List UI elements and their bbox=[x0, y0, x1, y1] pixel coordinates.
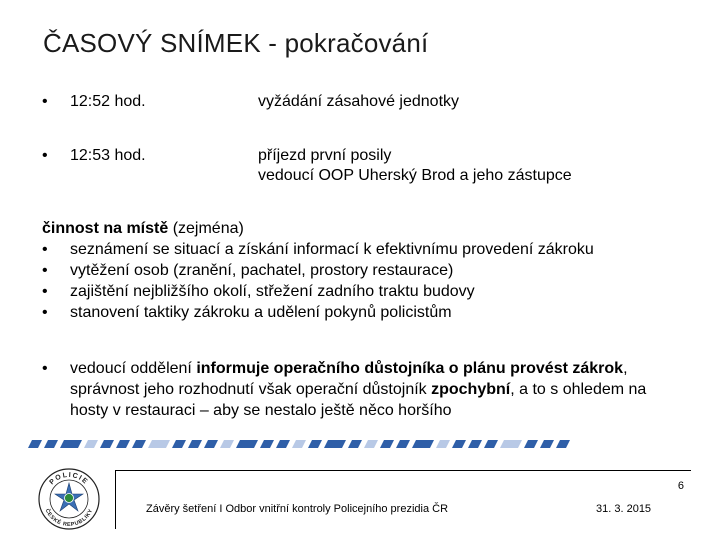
logo-text-top: POLICIE bbox=[48, 471, 90, 487]
stripe-segment bbox=[28, 440, 42, 448]
logo-text-bottom: ČESKÉ REPUBLIKY bbox=[43, 508, 95, 529]
stripe-segment bbox=[396, 440, 410, 448]
stripe-segment bbox=[380, 440, 394, 448]
stripe-segment bbox=[436, 440, 450, 448]
stripe-segment bbox=[292, 440, 306, 448]
stripe-segment bbox=[44, 440, 58, 448]
bullet: • bbox=[42, 283, 48, 300]
list-item-text: zajištění nejbližšího okolí, střežení zadního traktu budovy bbox=[70, 283, 475, 300]
stripe-segment bbox=[60, 440, 82, 448]
stripe-segment bbox=[100, 440, 114, 448]
stripe-segment bbox=[84, 440, 98, 448]
stripe-segment bbox=[556, 440, 570, 448]
bullet: • bbox=[42, 93, 48, 110]
time-description: vyžádání zásahové jednotky bbox=[258, 93, 460, 110]
stripe-segment bbox=[348, 440, 362, 448]
stripe-segment bbox=[524, 440, 538, 448]
stripe-segment bbox=[484, 440, 498, 448]
list-item-text: seznámení se situací a získání informací k efektivnímu provedení zákroku bbox=[70, 241, 594, 258]
stripe-segment bbox=[308, 440, 322, 448]
stripe-segment bbox=[260, 440, 274, 448]
paragraph-text: , a to s ohledem na hosty v restauraci – aby se nestalo ještě něco horšího bbox=[70, 381, 647, 419]
stripe-segment bbox=[500, 440, 522, 448]
stripe-segment bbox=[364, 440, 378, 448]
footer-frame bbox=[115, 470, 691, 529]
activities-heading-bold: činnost na místě bbox=[42, 220, 169, 237]
list-item-text: stanovení taktiky zákroku a udělení pokynů policistům bbox=[70, 304, 452, 321]
stripe-segment bbox=[540, 440, 554, 448]
stripe-segment bbox=[116, 440, 130, 448]
footer-date: 31. 3. 2015 bbox=[596, 503, 652, 515]
stripe-segment bbox=[132, 440, 146, 448]
time-label: 12:52 hod. bbox=[70, 93, 146, 110]
summary-paragraph bbox=[70, 358, 680, 421]
page-title: ČASOVÝ SNÍMEK - pokračování bbox=[43, 28, 429, 58]
bullet: • bbox=[42, 241, 48, 258]
bullet: • bbox=[42, 262, 48, 279]
activities-heading-rest: (zejména) bbox=[168, 220, 244, 237]
bullet: • bbox=[42, 147, 48, 164]
stripe-segment bbox=[324, 440, 346, 448]
paragraph-text: vedoucí oddělení bbox=[70, 360, 197, 377]
stripe-segment bbox=[276, 440, 290, 448]
paragraph-bold: zpochybní bbox=[431, 381, 511, 398]
stripe-segment bbox=[468, 440, 482, 448]
time-description-line: vedoucí OOP Uherský Brod a jeho zástupce bbox=[258, 167, 572, 184]
police-logo-icon bbox=[38, 468, 100, 530]
time-description bbox=[258, 146, 572, 186]
footer-source: Závěry šetření I Odbor vnitřní kontroly Policejního prezidia ČR bbox=[146, 503, 449, 515]
time-description-line: příjezd první posily bbox=[258, 147, 392, 164]
paragraph-text: , správnost jeho rozhodnutí však operační důstojník bbox=[70, 360, 628, 398]
decorative-stripe bbox=[28, 440, 572, 448]
bullet: • bbox=[42, 304, 48, 321]
bullet: • bbox=[42, 360, 48, 377]
stripe-segment bbox=[148, 440, 170, 448]
stripe-segment bbox=[236, 440, 258, 448]
list-item-text: vytěžení osob (zranění, pachatel, prostory restaurace) bbox=[70, 262, 454, 279]
page-number: 6 bbox=[677, 480, 684, 492]
stripe-segment bbox=[220, 440, 234, 448]
paragraph-bold: informuje operačního důstojníka o plánu provést zákrok bbox=[196, 360, 624, 377]
time-label: 12:53 hod. bbox=[70, 147, 146, 164]
stripe-segment bbox=[452, 440, 466, 448]
stripe-segment bbox=[172, 440, 186, 448]
stripe-segment bbox=[204, 440, 218, 448]
stripe-segment bbox=[188, 440, 202, 448]
stripe-segment bbox=[412, 440, 434, 448]
